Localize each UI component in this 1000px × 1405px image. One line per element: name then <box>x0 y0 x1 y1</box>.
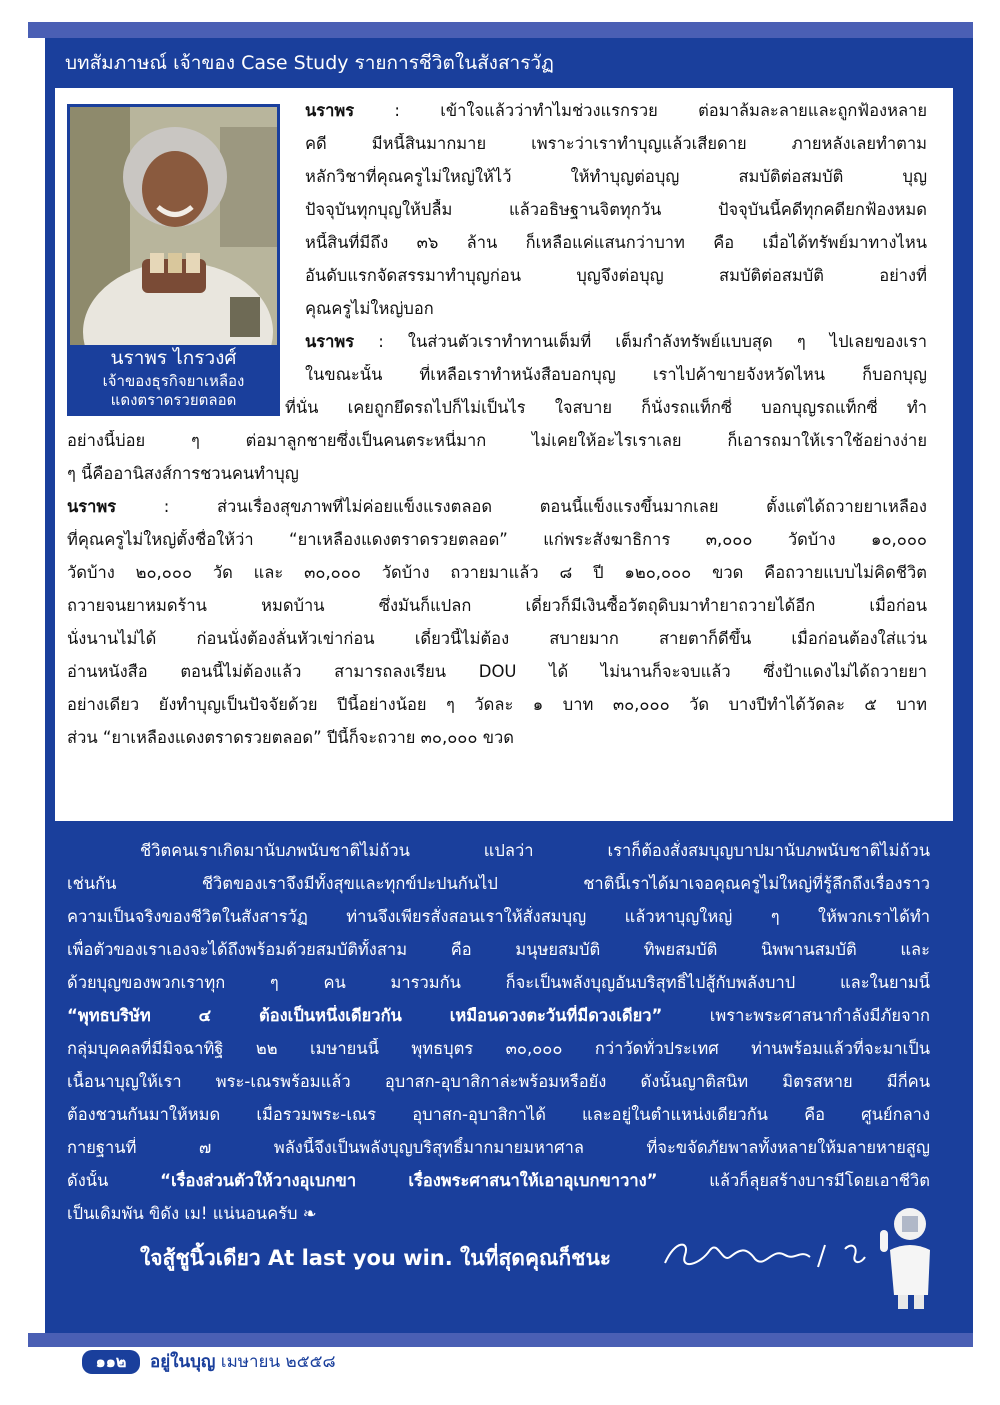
body-line: เป็นเดิมพัน ขิดัง เม! แน่นอนครับ ❧ <box>67 1204 317 1223</box>
interview-p2-line: ๆ นี้คืออานิสงส์การชวนคนทำบุญ <box>67 464 299 483</box>
page-number: ๑๑๒ <box>82 1350 140 1374</box>
body-line: เนื้อนาบุญให้เรา พระ-เณรพร้อมแล้ว อุบาสก-อุบาสิกาล่ะพร้อมหรือยัง ดังนั้นญาติสนิท มิตรสหาย มีกี่คน <box>67 1072 930 1091</box>
footer-stripe <box>28 1333 973 1347</box>
footer-title <box>150 1350 336 1374</box>
interview-p1-line: ปัจจุบันทุกบุญให้ปลื้ม แล้วอธิษฐานจิตทุกวัน ปัจจุบันนี้คดีทุกคดียกฟ้องหมด <box>305 200 927 219</box>
interview-p3-line: ส่วน “ยาเหลืองแดงตราดรวยตลอด” ปีนี้ก็จะถวาย ๓๐,๐๐๐ ขวด <box>67 728 514 747</box>
interview-p3-line: วัดบ้าง ๒๐,๐๐๐ วัด และ ๓๐,๐๐๐ วัดบ้าง ถวายมาแล้ว ๘ ปี ๑๒๐,๐๐๐ ขวด คือถวายแบบไม่คิดชีวิต <box>67 563 927 582</box>
body-line: ชีวิตคนเราเกิดมานับภพนับชาติไม่ถ้วน แปลว่า เราก็ต้องสั่งสมบุญบาปมานับภพนับชาติไม่ถ้วน <box>140 841 930 860</box>
interview-p1-line: หนี้สินที่มีถึง ๓๖ ล้าน ก็เหลือแค่แสนกว่าบาท คือ เมื่อได้ทรัพย์มาทางไหน <box>305 233 927 252</box>
interview-p2-line: ในขณะนั้น ที่เหลือเราทำหนังสือบอกบุญ เราไปค้าขายจังหวัดไหน ก็บอกบุญ <box>305 365 927 384</box>
body-line: เช่นกัน ชีวิตของเราจึงมีทั้งสุขและทุกข์ปะปนกันไป ชาตินี้เราได้มาเจอคุณครูไม่ใหญ่ที่รู้ลึกถึงเรื่องราว <box>67 874 930 893</box>
body-line: กลุ่มบุคคลที่มีมิจฉาทิฐิ ๒๒ เมษายนนี้ พุทธบุตร ๓๐,๐๐๐ กว่าวัดทั่วประเทศ ท่านพร้อมแล้วที่จะมาเป็น <box>67 1039 930 1058</box>
magazine-name: อยู่ในบุญ <box>150 1352 216 1372</box>
interview-p3-line: ที่คุณครูไม่ใหญ่ตั้งชื่อให้ว่า “ยาเหลืองแดงตราดรวยตลอด” แก่พระสังฆาธิการ ๓,๐๐๐ วัดบ้าง ๑๐,๐๐๐ <box>67 530 927 549</box>
interview-p1-line: คดี มีหนี้สินมากมาย เพราะว่าเราทำบุญแล้วเสียดาย ภายหลังเลยทำตาม <box>305 134 927 153</box>
body-highlight-quote: “พุทธบริษัท ๔ ต้องเป็นหนึ่งเดียวกัน เหมือนดวงตะวันที่มีดวงเดียว” <box>67 1006 663 1025</box>
header-title: บทสัมภาษณ์ เจ้าของ Case Study รายการชีวิตในสังสารวัฏ <box>65 52 554 74</box>
interview-p2-line: ที่นั่น เคยถูกยึดรถไปก็ไม่เป็นไร ใจสบาย ก็นั่งรถแท็กซี่ บอกบุญรถแท็กซี่ ทำ <box>285 398 927 417</box>
interview-p3-line: ถวายจนยาหมดร้าน หมดบ้าน ซึ่งมันก็แปลก เดี๋ยวก็มีเงินซื้อวัตถุดิบมาทำยาถวายได้อีก เมื่อก่อน <box>67 596 927 615</box>
signature-icon <box>660 1235 880 1275</box>
body-highlight-quote: “เรื่องส่วนตัวให้วางอุเบกขา เรื่องพระศาสนาให้เอาอุเบกขาวาง” <box>160 1171 658 1190</box>
interview-p1-line: คุณครูไม่ใหญ่บอก <box>305 299 434 318</box>
speaker-name: นราพร <box>67 497 117 516</box>
interview-p1-line: หลักวิชาที่คุณครูไม่ใหญ่ให้ไว้ ให้ทำบุญต่อบุญ สมบัติต่อสมบัติ บุญ <box>305 167 927 186</box>
interview-p3-line: อ่านหนังสือ ตอนนี้ไม่ต้องแล้ว สามารถลงเรียน DOU ได้ ไม่นานก็จะจบแล้ว ซึ่งป้าแดงไม่ได้ถวายยา <box>67 662 927 681</box>
mascot-thumbs-up-icon <box>872 1200 942 1310</box>
slogan: ใจสู้ชูนิ้วเดียว At last you win. ในที่สุดคุณก็ชนะ <box>140 1246 612 1270</box>
interview-p2-line: อย่างนี้บ่อย ๆ ต่อมาลูกชายซึ่งเป็นคนตระหนี่มาก ไม่เคยให้อะไรเราเลย ก็เอารถมาให้เราใช้อย่างง่าย <box>67 431 927 450</box>
interview-p1-line: นราพร : เข้าใจแล้วว่าทำไมช่วงแรกรวย ต่อมาล้มละลายและถูกฟ้องหลาย <box>305 101 927 120</box>
interview-p3-line: อย่างเดียว ยังทำบุญเป็นปัจจัยด้วย ปีนี้อย่างน้อย ๆ วัดละ ๑ บาท ๓๐,๐๐๐ วัด บางปีทำได้วัดละ ๕ บาท <box>67 695 927 714</box>
body-line: ด้วยบุญของพวกเราทุก ๆ คน มารวมกัน ก็จะเป็นพลังบุญอันบริสุทธิ์ไปสู้กับพลังบาป และในยามนี้ <box>67 973 930 992</box>
interview-p2-line: นราพร : ในส่วนตัวเราทำทานเต็มที่ เต็มกำลังทรัพย์แบบสุด ๆ ไปเลยของเรา <box>305 332 927 351</box>
body-line: ต้องชวนกันมาให้หมด เมื่อรวมพระ-เณร อุบาสก-อุบาสิกาได้ และอยู่ในตำแหน่งเดียวกัน คือ ศูนย์กลาง <box>67 1105 930 1124</box>
body-line: “พุทธบริษัท ๔ ต้องเป็นหนึ่งเดียวกัน เหมือนดวงตะวันที่มีดวงเดียว” เพราะพระศาสนากำลังมีภัยจาก <box>67 1006 930 1025</box>
leaf-ornament-icon: ❧ <box>297 1204 317 1223</box>
caption-name: นราพร ไกรวงศ์ <box>110 347 237 369</box>
speaker-name: นราพร <box>305 332 355 351</box>
interview-p3-line: นราพร : ส่วนเรื่องสุขภาพที่ไม่ค่อยแข็งแรงตลอด ตอนนี้แข็งแรงขึ้นมากเลย ตั้งแต่ได้ถวายยาเหลือง <box>67 497 927 516</box>
body-line: ความเป็นจริงของชีวิตในสังสารวัฏ ท่านจึงเพียรสั่งสอนเราให้สั่งสมบุญ แล้วหาบุญใหญ่ ๆ ให้พวกเราได้ทำ <box>67 907 930 926</box>
body-line: ดังนั้น “เรื่องส่วนตัวให้วางอุเบกขา เรื่องพระศาสนาให้เอาอุเบกขาวาง” แล้วก็ลุยสร้างบารมีโดยเอาชีวิต <box>67 1171 930 1190</box>
interview-p1-line: อันดับแรกจัดสรรมาทำบุญก่อน บุญจึงต่อบุญ สมบัติต่อสมบัติ อย่างที่ <box>305 266 927 285</box>
interviewee-portrait-image <box>70 107 277 345</box>
speaker-name: นราพร <box>305 101 355 120</box>
body-line: เพื่อตัวของเราเองจะได้ถึงพร้อมด้วยสมบัติทั้งสาม คือ มนุษยสมบัติ ทิพยสมบัติ นิพพานสมบัติ และ <box>67 940 930 959</box>
caption-role-line1: เจ้าของธุรกิจยาเหลือง <box>102 372 245 390</box>
interviewee-photo <box>70 107 277 345</box>
caption-role-line2: แดงตราดรวยตลอด <box>110 391 237 409</box>
top-stripe <box>28 22 973 38</box>
interview-p3-line: นั่งนานไม่ได้ ก่อนนั่งต้องลั่นหัวเข่าก่อน เดี๋ยวนี้ไม่ต้อง สบายมาก สายตาก็ดีขึ้น เมื่อก่อนต้องใส่แว่น <box>67 629 927 648</box>
issue-date: เมษายน ๒๕๕๘ <box>215 1352 336 1372</box>
body-line: กายฐานที่ ๗ พลังนี้จึงเป็นพลังบุญบริสุทธิ์มากมายมหาศาล ที่จะขจัดภัยพาลทั้งหลายให้มลายหายสูญ <box>67 1138 930 1157</box>
